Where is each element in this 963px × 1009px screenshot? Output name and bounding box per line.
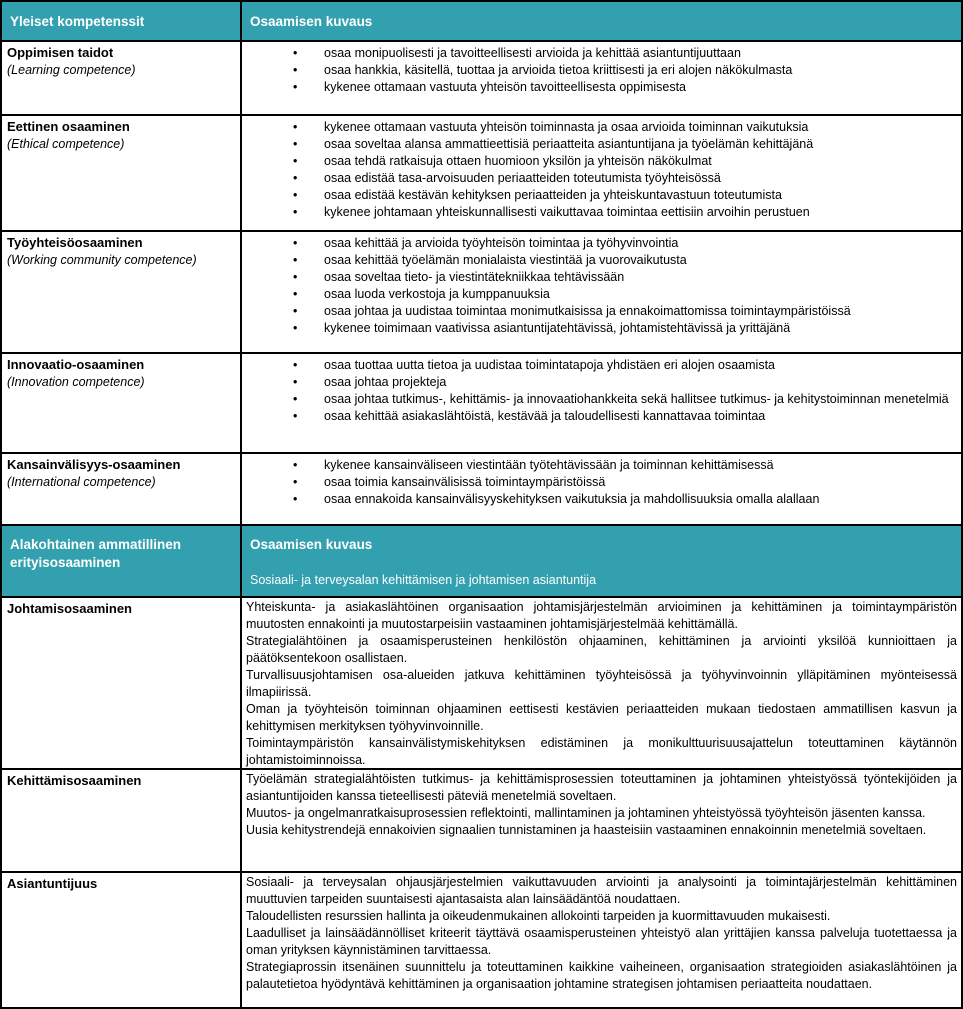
- competence-title: Kehittämisosaaminen: [7, 773, 142, 788]
- header-specific-description: [242, 526, 961, 596]
- competence-row: [2, 596, 961, 768]
- competence-name-cell: [2, 354, 242, 452]
- competence-bullet-item: • osaa luoda verkostoja ja kumppanuuksia: [324, 286, 955, 303]
- competence-bullet-item: • kykenee ottamaan vastuuta yhteisön toiminnasta ja osaa arvioida toiminnan vaikutuksia: [324, 119, 955, 136]
- description-paragraph: Turvallisuusjohtamisen osa-alueiden jatkuva kehittäminen työyhteisössä ja työhyvinvoinnin ylläpitäminen myönteisessä ilmapiirissä.: [246, 668, 957, 699]
- competence-description-cell: [242, 598, 961, 768]
- header-specific-description-title: Osaamisen kuvaus: [250, 537, 373, 552]
- competence-bullet-item: • osaa johtaa tutkimus-, kehittämis- ja innovaatiohankkeita sekä hallitsee tutkimus- ja kehitystoiminnan menetelmiä: [324, 391, 955, 408]
- competence-name-cell: [2, 770, 242, 871]
- competence-bullet-item: • kykenee kansainväliseen viestintään työtehtävissään ja toiminnan kehittämisessä: [324, 457, 955, 474]
- competence-bullet-item: • kykenee toimimaan vaativissa asiantuntijatehtävissä, johtamistehtävissä ja yrittäjänä: [324, 320, 955, 337]
- competence-bullet-item: • osaa edistää kestävän kehityksen periaatteiden ja yhteiskuntavastuun toteutumista: [324, 187, 955, 204]
- competence-row: [2, 230, 961, 352]
- competence-subtitle: (Innovation competence): [7, 375, 145, 389]
- competence-bullet-item: • osaa monipuolisesti ja tavoitteellisesti arvioida ja kehittää asiantuntijuuttaan: [324, 45, 955, 62]
- header-degree-programme-subtitle: Sosiaali- ja terveysalan kehittämisen ja johtamisen asiantuntija: [250, 573, 597, 587]
- competence-bullet-list: [242, 119, 961, 221]
- description-paragraph: Oman ja työyhteisön toiminnan ohjaaminen eettisesti kestävien periaatteiden mukaan tiedostaen ammatillisen kasvun ja kehittymisen merkityksen työhyvinvoinnille.: [246, 702, 957, 733]
- description-paragraph: Toimintaympäristön kansainvälistymiskehityksen edistäminen ja monikulttuurisuusajattelun toteuttaminen käytännön johtamistoiminnoissa.: [246, 736, 957, 767]
- competence-subtitle: (Learning competence): [7, 63, 136, 77]
- competence-bullet-item: • osaa toimia kansainvälisissä toimintaympäristöissä: [324, 474, 955, 491]
- header-competence-description: Osaamisen kuvaus: [250, 13, 373, 29]
- competence-row: [2, 452, 961, 524]
- competence-name-cell: [2, 42, 242, 114]
- competence-name-cell: [2, 232, 242, 352]
- competence-name-cell: [2, 873, 242, 1007]
- competence-row: [2, 871, 961, 1007]
- competence-bullet-item: • osaa kehittää työelämän monialaista viestintää ja vuorovaikutusta: [324, 252, 955, 269]
- competence-row: [2, 40, 961, 114]
- competence-bullet-item: • kykenee ottamaan vastuuta yhteisön tavoitteellisesta oppimisesta: [324, 79, 955, 96]
- competence-description-cell: [242, 354, 961, 452]
- competence-description-cell: [242, 42, 961, 114]
- competence-subtitle: (Ethical competence): [7, 137, 125, 151]
- competence-bullet-item: • osaa tehdä ratkaisuja ottaen huomioon yksilön ja yhteisön näkökulmat: [324, 153, 955, 170]
- competence-bullet-item: • osaa edistää tasa-arvoisuuden periaatteiden toteutumista työyhteisössä: [324, 170, 955, 187]
- competence-subtitle: (International competence): [7, 475, 156, 489]
- competence-bullet-item: • kykenee johtamaan yhteiskunnallisesti vaikuttavaa toimintaa eettisiin arvoihin perustuen: [324, 204, 955, 221]
- header-field-specific-competences: Alakohtainen ammatillinen erityisosaaminen: [2, 526, 242, 596]
- competence-name-cell: [2, 454, 242, 524]
- competence-bullet-item: • osaa ennakoida kansainvälisyyskehityksen vaikutuksia ja mahdollisuuksia omalla alallaan: [324, 491, 955, 508]
- description-paragraph: Taloudellisten resurssien hallinta ja oikeudenmukainen allokointi tarpeiden ja kuormittavuuden mukaisesti.: [246, 909, 831, 923]
- competence-title: Oppimisen taidot: [7, 45, 114, 60]
- competence-bullet-item: • osaa soveltaa alansa ammattieettisiä periaatteita asiantuntijana ja työelämän kehittäjänä: [324, 136, 955, 153]
- competence-title: Innovaatio-osaaminen: [7, 357, 145, 372]
- description-paragraph: Strategialähtöinen ja osaamisperusteinen henkilöstön ohjaaminen, kehittäminen ja arviointi yksilöä kunnioittaen ja päätöksentekoon osallistaen.: [246, 634, 957, 665]
- competence-subtitle: (Working community competence): [7, 253, 197, 267]
- description-paragraph: Laadulliset ja lainsäädännölliset kriteerit täyttävä osaamisperusteinen yhteistyö alan yrittäjien kanssa palveluja tuotettaessa ja oman yrityksen käynnistäminen tarvittaessa.: [246, 926, 957, 957]
- competence-description-cell: [242, 232, 961, 352]
- competence-description-cell: [242, 873, 961, 1007]
- competence-bullet-list: [242, 45, 961, 96]
- competence-description-cell: [242, 454, 961, 524]
- description-paragraph: Strategiaprossin itsenäinen suunnittelu ja toteuttaminen kaikkine vaiheineen, organisaation strategioiden asiakaslähtöinen ja palautetietoa hyödyntävä kehittäminen ja organisaation johtamine strategisen johtamisen periaatteita noudattaen.: [246, 960, 957, 991]
- competence-row: [2, 352, 961, 452]
- competence-bullet-list: [242, 457, 961, 508]
- competence-bullet-item: • osaa tuottaa uutta tietoa ja uudistaa toimintatapoja yhdistäen eri alojen osaamista: [324, 357, 955, 374]
- competence-title: Johtamisosaaminen: [7, 601, 132, 616]
- competence-description-cell: [242, 116, 961, 230]
- competence-bullet-item: • osaa soveltaa tieto- ja viestintätekniikkaa tehtävissään: [324, 269, 955, 286]
- description-paragraph: Työelämän strategialähtöisten tutkimus- ja kehittämisprosessien toteuttaminen ja johtaminen yhteistyössä työntekijöiden ja asiantuntijoiden kanssa tieteellisesti päteviä menetelmiä soveltaen.: [246, 772, 957, 803]
- specific-competences-header-row: [2, 524, 961, 596]
- competence-title: Kansainvälisyys-osaaminen: [7, 457, 181, 472]
- competence-name-cell: [2, 598, 242, 768]
- competence-title: Eettinen osaaminen: [7, 119, 130, 134]
- competence-title: Asiantuntijuus: [7, 876, 98, 891]
- description-paragraph: Uusia kehitystrendejä ennakoivien signaalien tunnistaminen ja haasteisiin vastaaminen ennakoinnin menetelmiä soveltaen.: [246, 823, 927, 837]
- header-general-competences: Yleiset kompetenssit: [2, 2, 242, 40]
- description-paragraph: Sosiaali- ja terveysalan ohjausjärjestelmien vaikuttavuuden arviointi ja analysointi ja toimintajärjestelmän kehittäminen muuttuvien tarpeiden suuntaisesti ajantasaista alan lainsäädäntöä noudattaen.: [246, 875, 957, 906]
- description-paragraph: Yhteiskunta- ja asiakaslähtöinen organisaation johtamisjärjestelmän arvioiminen ja kehittäminen ja toimintaympäristön muutosten ennakointi ja muutostarpeisiin vastaaminen johtamisjärjestelmää kehittämällä.: [246, 600, 957, 631]
- competence-row: [2, 768, 961, 871]
- competence-description-cell: [242, 770, 961, 871]
- description-paragraph: Muutos- ja ongelmanratkaisuprosessien reflektointi, mallintaminen ja johtaminen yhteistyössä työyhteisön jäsenten kanssa.: [246, 806, 926, 820]
- general-competences-header-row: [2, 2, 961, 40]
- competence-bullet-list: [242, 235, 961, 337]
- competence-bullet-item: • osaa hankkia, käsitellä, tuottaa ja arvioida tietoa kriittisesti ja eri alojen näkökulmasta: [324, 62, 955, 79]
- competence-bullet-item: • osaa kehittää asiakaslähtöistä, kestävää ja taloudellisesti kannattavaa toimintaa: [324, 408, 955, 425]
- competence-bullet-list: [242, 357, 961, 425]
- competence-bullet-item: • osaa kehittää ja arvioida työyhteisön toimintaa ja työhyvinvointia: [324, 235, 955, 252]
- competence-bullet-item: • osaa johtaa ja uudistaa toimintaa monimutkaisissa ja ennakoimattomissa toimintaympäristöissä: [324, 303, 955, 320]
- competence-title: Työyhteisöosaaminen: [7, 235, 143, 250]
- competence-row: [2, 114, 961, 230]
- competence-bullet-item: • osaa johtaa projekteja: [324, 374, 955, 391]
- competence-name-cell: [2, 116, 242, 230]
